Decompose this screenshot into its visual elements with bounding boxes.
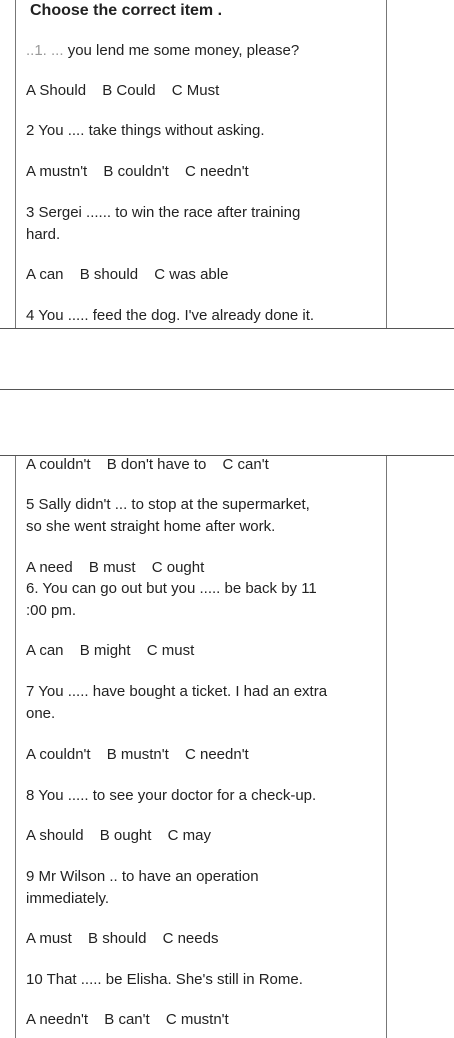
option-b: B must [88,559,136,576]
option-a: A couldn't [26,456,91,473]
answers-4 [26,454,281,476]
question-text: to win the race after training [115,204,301,221]
option-b: B couldn't [103,163,169,180]
option-a: A couldn't [26,746,91,763]
option-a: A need [26,559,73,576]
option-a: A can [26,642,64,659]
option-b: B should [88,930,147,947]
right-border [386,456,387,1038]
question-2 [26,120,265,142]
option-c: C must [146,642,195,659]
answers-10 [26,1009,241,1031]
question-number: 2 You .... [26,122,85,139]
left-border [15,456,16,1038]
question-number: ..1. ... [26,42,64,59]
answers-8 [26,825,223,847]
question-7-line-2: one. [26,705,56,722]
answers-3 [26,264,240,286]
option-c: C may [167,827,211,844]
option-c: C mustn't [165,1011,229,1028]
option-c: C was able [154,266,229,283]
option-b: B can't [104,1011,150,1028]
option-c: C needn't [184,746,249,763]
option-c: C needn't [184,163,249,180]
question-6-line-1: 6. You can go out but you ..... be back by 11 [26,580,317,597]
question-10: 10 That ..... be Elisha. She's still in Rome. [26,971,303,988]
option-a: A can [26,266,64,283]
answers-7 [26,744,261,766]
option-b: B might [79,642,131,659]
option-a: A should [26,827,84,844]
answers-9 [26,928,230,950]
option-b: B don't have to [106,456,207,473]
question-4 [26,305,314,327]
worksheet-title: Choose the correct item . [30,2,223,19]
option-c: C can't [222,456,269,473]
left-border [15,0,16,328]
question-1 [26,40,299,62]
answers-6 [26,640,206,662]
divider-line [0,389,454,390]
answers-1 [26,80,231,102]
question-9-line-1: 9 Mr Wilson .. to have an operation [26,868,259,885]
option-b: B ought [99,827,152,844]
option-a: A Should [26,82,87,99]
question-number: 4 You ..... [26,307,89,324]
question-9-line-2: immediately. [26,890,110,907]
question-5-line-2: so she went straight home after work. [26,518,276,535]
answers-5 [26,557,216,579]
option-b: B should [79,266,139,283]
question-text: you lend me some money, please? [67,42,300,59]
option-a: A needn't [26,1011,89,1028]
option-a: A mustn't [26,163,88,180]
option-a: A must [26,930,72,947]
question-5-line-1: 5 Sally didn't ... to stop at the supermarket, [26,496,310,513]
question-3 [26,202,300,224]
option-b: B Could [102,82,156,99]
option-c: C needs [162,930,219,947]
question-3-continuation: hard. [26,226,61,243]
question-text: take things without asking. [88,122,265,139]
question-number: 3 Sergei ...... [26,204,112,221]
option-c: C Must [171,82,220,99]
question-8: 8 You ..... to see your doctor for a check-up. [26,787,317,804]
option-c: C ought [151,559,205,576]
worksheet-section-bottom [0,455,454,1038]
question-6-line-2: :00 pm. [26,602,77,619]
answers-2 [26,161,261,183]
question-text: feed the dog. I've already done it. [92,307,315,324]
page-gap [0,329,454,389]
option-b: B mustn't [106,746,169,763]
question-7-line-1: 7 You ..... have bought a ticket. I had an extra [26,683,328,700]
right-border [386,0,387,328]
worksheet-section-top [0,0,454,329]
